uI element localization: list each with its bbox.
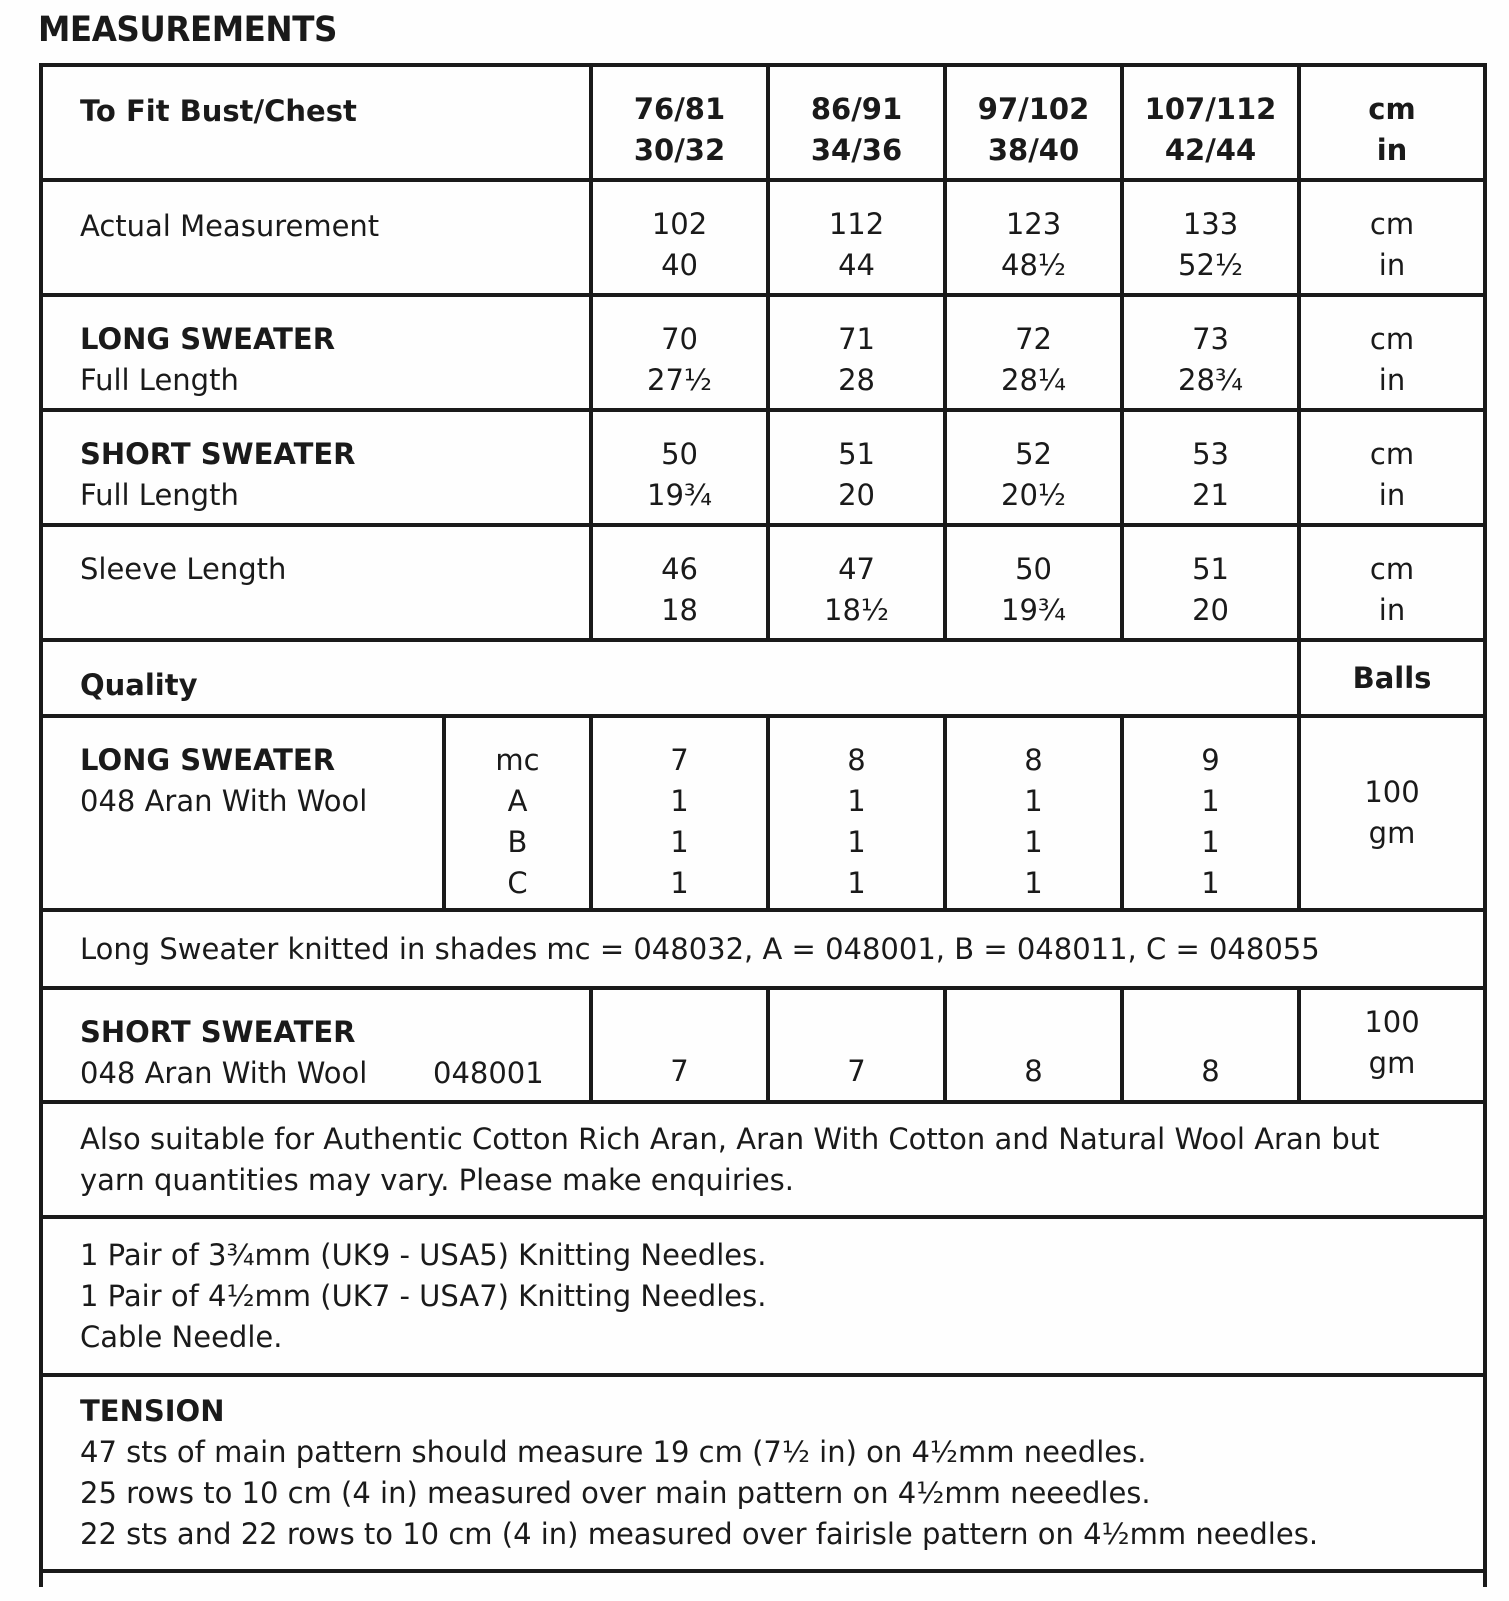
- unit-cell: [1299, 410, 1485, 525]
- value-cell: [945, 410, 1122, 525]
- actual-measurement-row: [41, 180, 1485, 295]
- tension-row: [41, 1375, 1485, 1571]
- row-label-cell: [41, 525, 591, 640]
- size-in: 34/36: [810, 133, 903, 167]
- tension-line: 25 rows to 10 cm (4 in) measured over main pattern on 4½mm neeedles.: [80, 1476, 1151, 1510]
- ball-count: 1: [1201, 866, 1220, 900]
- unit-cell: [1299, 180, 1485, 295]
- unit-in: in: [1378, 593, 1406, 627]
- ball-weight-unit: gm: [1368, 816, 1416, 850]
- value-cell: [591, 410, 768, 525]
- value-cm: 70: [661, 322, 698, 356]
- unit-in: in: [1378, 478, 1406, 512]
- unit-cm: cm: [1369, 322, 1415, 356]
- value-cell: [945, 295, 1122, 410]
- value-in: 20: [838, 478, 875, 512]
- measurements-table: [39, 63, 1487, 1587]
- size-cm: 86/91: [810, 92, 903, 126]
- alt-note-line: yarn quantities may vary. Please make enquiries.: [80, 1162, 795, 1197]
- needles-cell: [41, 1217, 1485, 1375]
- cut-off-cell: [41, 1571, 1485, 1587]
- value-in: 52½: [1178, 248, 1244, 282]
- ball-weight-cell: [1299, 716, 1485, 910]
- balls-label: Balls: [1352, 660, 1432, 695]
- value-cell: [591, 295, 768, 410]
- value-cell: [1122, 180, 1299, 295]
- unit-cm: cm: [1368, 92, 1416, 126]
- yarn-label-cell: [41, 716, 444, 910]
- ball-count: 1: [670, 784, 689, 818]
- sleeve-length-label: Sleeve Length: [80, 552, 287, 586]
- ball-count: 1: [1024, 825, 1043, 859]
- value-cm: 47: [838, 552, 875, 586]
- value-cm: 102: [651, 207, 708, 241]
- ball-count: 1: [1024, 784, 1043, 818]
- short-sweater-title: SHORT SWEATER: [80, 437, 356, 471]
- balls-cell: [591, 988, 768, 1102]
- value-cm: 133: [1182, 207, 1239, 241]
- ball-count: 7: [670, 743, 689, 777]
- value-in: 21: [1192, 478, 1229, 512]
- alt-yarn-note-cell: [41, 1102, 1485, 1217]
- needle-line: 1 Pair of 4½mm (UK7 - USA7) Knitting Needles.: [80, 1278, 767, 1313]
- value-in: 28¾: [1178, 363, 1244, 397]
- unit-in: in: [1378, 248, 1406, 282]
- shade-label: B: [507, 825, 528, 859]
- row-label-cell: [41, 410, 591, 525]
- balls-cell: [591, 716, 768, 910]
- value-in: 28: [838, 363, 875, 397]
- yarn-label-cell: [41, 988, 591, 1102]
- balls-cell: [768, 988, 945, 1102]
- value-cm: 50: [661, 437, 698, 471]
- value-cm: 52: [1015, 437, 1052, 471]
- sleeve-length-row: [41, 525, 1485, 640]
- full-length-label: Full Length: [80, 363, 239, 397]
- tension-cell: [41, 1375, 1485, 1571]
- size-in: 42/44: [1164, 133, 1257, 167]
- value-in: 18: [661, 593, 698, 627]
- quality-row: [41, 640, 1485, 716]
- ball-weight-cell: [1299, 988, 1485, 1102]
- value-cm: 123: [1005, 207, 1062, 241]
- shades-note-row: [41, 910, 1485, 988]
- unit-in: in: [1378, 363, 1406, 397]
- quality-label-cell: [41, 640, 1299, 716]
- value-in: 40: [661, 248, 698, 282]
- tension-line: 22 sts and 22 rows to 10 cm (4 in) measured over fairisle pattern on 4½mm needles.: [80, 1517, 1319, 1551]
- size-header-row: [41, 65, 1485, 180]
- value-in: 18½: [824, 593, 890, 627]
- size-cell: [1122, 65, 1299, 180]
- unit-cell: [1299, 295, 1485, 410]
- shade-code: 048001: [433, 1056, 544, 1090]
- yarn-name: 048 Aran With Wool: [80, 784, 368, 818]
- ball-count: 7: [847, 1054, 866, 1088]
- value-cm: 51: [1192, 552, 1229, 586]
- value-in: 20½: [1001, 478, 1067, 512]
- value-in: 19¾: [1001, 593, 1067, 627]
- tension-line: 47 sts of main pattern should measure 19 cm (7½ in) on 4½mm needles.: [80, 1435, 1147, 1469]
- full-length-label: Full Length: [80, 478, 239, 512]
- unit-cell: [1299, 65, 1485, 180]
- size-cm: 97/102: [977, 92, 1090, 126]
- balls-cell: [945, 716, 1122, 910]
- value-cm: 51: [838, 437, 875, 471]
- unit-cm: cm: [1369, 552, 1415, 586]
- long-sweater-title: LONG SWEATER: [80, 743, 336, 777]
- unit-cm: cm: [1369, 437, 1415, 471]
- shade-label: A: [507, 784, 528, 818]
- ball-count: 1: [1201, 784, 1220, 818]
- value-in: 19¾: [647, 478, 713, 512]
- size-cell: [945, 65, 1122, 180]
- short-sweater-length-row: [41, 410, 1485, 525]
- size-cell: [591, 65, 768, 180]
- long-sweater-title: LONG SWEATER: [80, 322, 336, 356]
- ball-count: 1: [670, 825, 689, 859]
- value-cell: [768, 180, 945, 295]
- value-in: 28¼: [1001, 363, 1067, 397]
- tension-title: TENSION: [80, 1394, 225, 1428]
- balls-cell: [768, 716, 945, 910]
- ball-weight: 100: [1364, 1005, 1420, 1039]
- ball-count: 9: [1201, 743, 1220, 777]
- needle-line: Cable Needle.: [80, 1319, 283, 1354]
- ball-count: 8: [1024, 1054, 1043, 1088]
- actual-label: Actual Measurement: [80, 209, 380, 243]
- alt-yarn-note-row: [41, 1102, 1485, 1217]
- ball-count: 8: [1024, 743, 1043, 777]
- yarn-line: [80, 1053, 589, 1094]
- ball-count: 8: [847, 743, 866, 777]
- value-cell: [768, 295, 945, 410]
- header-label-cell: [41, 65, 591, 180]
- ball-count: 1: [1201, 825, 1220, 859]
- unit-cm: cm: [1369, 207, 1415, 241]
- ball-count: 1: [847, 866, 866, 900]
- long-sweater-length-row: [41, 295, 1485, 410]
- value-in: 44: [838, 248, 875, 282]
- to-fit-label: To Fit Bust/Chest: [80, 94, 357, 128]
- balls-cell: [945, 988, 1122, 1102]
- shades-note-cell: [41, 910, 1485, 988]
- shade-cell: [444, 716, 591, 910]
- shades-note: Long Sweater knitted in shades mc = 048032, A = 048001, B = 048011, C = 048055: [80, 931, 1320, 966]
- quality-label: Quality: [80, 668, 198, 702]
- size-in: 30/32: [633, 133, 726, 167]
- cut-off-row: [41, 1571, 1485, 1587]
- ball-count: 8: [1201, 1054, 1220, 1088]
- ball-count: 1: [670, 866, 689, 900]
- row-label-cell: [41, 180, 591, 295]
- balls-cell: [1122, 988, 1299, 1102]
- ball-count: 1: [847, 784, 866, 818]
- short-sweater-title: SHORT SWEATER: [80, 1015, 356, 1049]
- yarn-name: 048 Aran With Wool: [80, 1056, 368, 1090]
- needle-line: 1 Pair of 3¾mm (UK9 - USA5) Knitting Needles.: [80, 1237, 767, 1272]
- value-in: 48½: [1001, 248, 1067, 282]
- long-sweater-yarn-row: [41, 716, 1485, 910]
- size-cm: 76/81: [633, 92, 726, 126]
- page-heading: MEASUREMENTS: [38, 10, 337, 50]
- size-cm: 107/112: [1144, 92, 1277, 126]
- value-cell: [768, 525, 945, 640]
- ball-count: 1: [1024, 866, 1043, 900]
- shade-label: mc: [495, 743, 540, 777]
- value-cm: 46: [661, 552, 698, 586]
- value-cell: [768, 410, 945, 525]
- unit-in: in: [1376, 133, 1408, 167]
- value-cell: [1122, 295, 1299, 410]
- size-in: 38/40: [987, 133, 1080, 167]
- needles-row: [41, 1217, 1485, 1375]
- value-cell: [945, 180, 1122, 295]
- size-cell: [768, 65, 945, 180]
- value-cell: [591, 525, 768, 640]
- value-cell: [591, 180, 768, 295]
- short-sweater-yarn-row: [41, 988, 1485, 1102]
- value-cm: 112: [828, 207, 885, 241]
- value-cm: 53: [1192, 437, 1229, 471]
- ball-count: 7: [670, 1054, 689, 1088]
- balls-label-cell: [1299, 640, 1485, 716]
- balls-cell: [1122, 716, 1299, 910]
- value-cell: [1122, 410, 1299, 525]
- alt-note-line: Also suitable for Authentic Cotton Rich Aran, Aran With Cotton and Natural Wool Aran but: [80, 1121, 1380, 1156]
- value-in: 27½: [647, 363, 713, 397]
- value-cm: 73: [1192, 322, 1229, 356]
- value-cm: 71: [838, 322, 875, 356]
- shade-label: C: [507, 866, 528, 900]
- value-cm: 72: [1015, 322, 1052, 356]
- value-cell: [1122, 525, 1299, 640]
- value-cm: 50: [1015, 552, 1052, 586]
- unit-cell: [1299, 525, 1485, 640]
- ball-count: 1: [847, 825, 866, 859]
- row-label-cell: [41, 295, 591, 410]
- value-in: 20: [1192, 593, 1229, 627]
- value-cell: [945, 525, 1122, 640]
- ball-weight: 100: [1364, 775, 1420, 809]
- ball-weight-unit: gm: [1368, 1046, 1416, 1080]
